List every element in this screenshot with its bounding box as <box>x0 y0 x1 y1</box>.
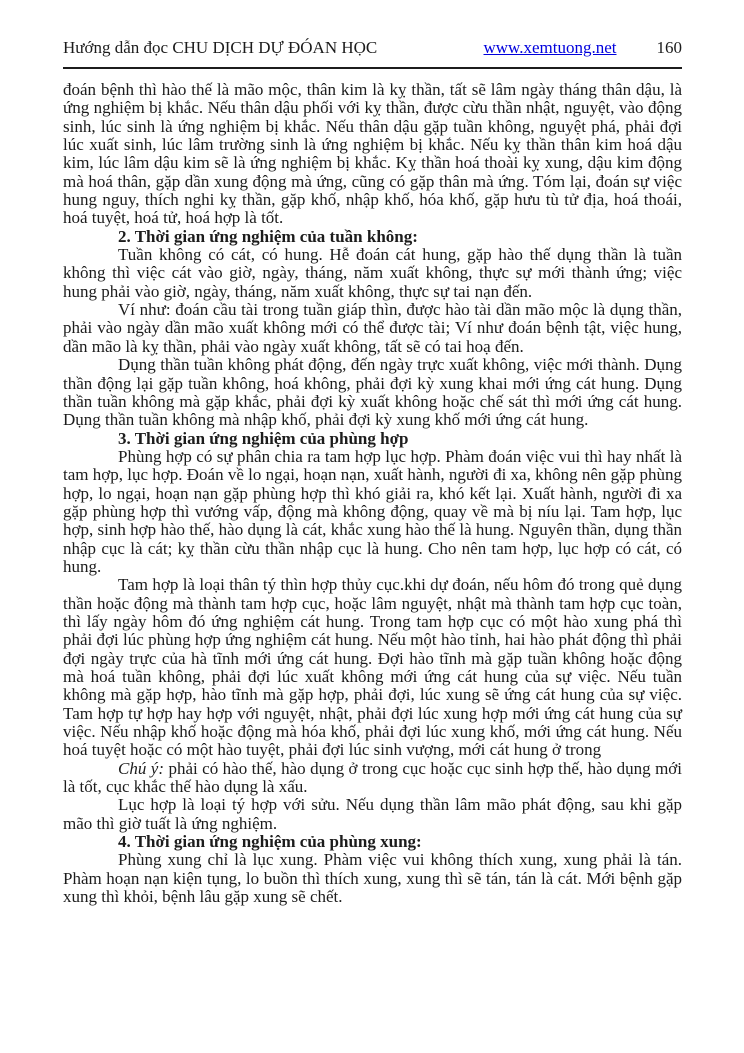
paragraph: Phùng xung chỉ là lục xung. Phàm việc vui không thích xung, xung phải là tán. Phàm hoạn nạn kiện tụng, lo buồn thì thích xung, xung thì sẽ tán, tán là cát. Mới bệnh gặp xung thì khỏi, bệnh lâu gặp xung sẽ chết. <box>63 850 682 907</box>
paragraph: Ví như: đoán cầu tài trong tuần giáp thìn, được hào tài dần mão mộc là dụng thần, phải vào ngày dần mão xuất không mới có thể được tài; Ví như đoán bệnh tật, việc hung, dần mão là kỵ thần, phải vào ngày xuất không, tất sẽ có tai hoạ đến. <box>63 300 682 356</box>
page-number: 160 <box>656 38 682 57</box>
section-heading: 2. Thời gian ứng nghiệm của tuần không: <box>118 226 418 246</box>
note-lead: Chú ý: <box>118 758 169 778</box>
page-header <box>63 38 682 58</box>
section-heading: 4. Thời gian ứng nghiệm của phùng xung: <box>118 832 422 852</box>
document-body <box>63 81 682 906</box>
header-link[interactable]: www.xemtuong.net <box>483 38 617 57</box>
paragraph: Tuần không có cát, có hung. Hễ đoán cát hung, gặp hào thế dụng thần là tuần không thì việc cát vào giờ, ngày, tháng, năm xuất không, thực sự mới thành ứng; việc hung phải vào giờ, ngày, tháng, năm xuất không, thực sự tai nạn đến. <box>63 245 682 301</box>
header-title: Hướng dẫn đọc CHU DỊCH DỰ ĐÓAN HỌC <box>63 38 378 57</box>
paragraph: Tam hợp là loại thân tý thìn hợp thủy cục.khi dự đoán, nếu hôm đó trong quẻ dụng thần hoặc động mà thành tam hợp cục, hoặc lâm nguyệt, nhật mà thành tam hợp cục toàn, thì lấy ngày hôm đó ứng nghiệm cát hung. Trong tam hợp cục có một hào xung phá thì phải đợi lúc phùng hợp ứng nghiệm cát hung. Nếu một hào tỉnh, hai hào phát động thì phải đợi ngày trực của hà tĩnh mới ứng cát hung. Đợi hào tĩnh mà gặp tuần không hoặc động mà hoá tuần không, phải đợi lúc xuất không mới ứng cát hung của sự việc. Nếu tuần không mà gặp hợp, hào tĩnh mà gặp hợp, phải đợi, lúc xung sẽ ứng cát hung của sự việc. Tam hợp tự hợp hay hợp với nguyệt, nhật, phải đợi lúc xung hợp mới ứng cát hung của sự việc. Nếu nhập khố hoặc động mà hóa khố, phải đợi lúc xung khố, mới ứng cát hung. Nếu hoá tuyệt hoặc có một hào tuyệt, phải đợi lúc sinh vượng, mới cát hung ở trong <box>63 575 682 760</box>
paragraph: Dụng thần tuần không phát động, đến ngày trực xuất không, việc mới thành. Dụng thần động lại gặp tuần không, hoá không, phải đợi kỳ xung khai mới ứng cát hung. Dụng thần tuần không mà gặp khắc, phải đợi kỳ xuất không hoặc chế sát thì mới ứng cát hung. Dụng thần tuần không mà nhập khố, phải đợi kỳ xung khố mới ứng cát hung. <box>63 355 682 430</box>
paragraph: đoán bệnh thì hào thế là mão mộc, thân kim là kỵ thần, tất sẽ lâm ngày tháng thân dậu, là ứng nghiệm bị khắc. Nếu thân dậu phối với kỵ thần, được cừu thần nhật, nguyệt, vào động sinh, lúc sinh là ứng nghiệm bị khắc. Nếu thân dậu gặp tuần không, nguyệt phá, phải đợi lúc xuất sinh, lúc lâm trường sinh là ứng nghiệm bị khắc. Nếu kỵ thần thân kim hoá dậu kim, lúc lâm dậu kim sẽ là ứng nghiệm bị khắc. Kỵ thần hoá thoài kỵ xung, dậu kim động mà hoá thân, gặp dần xung động mà ứng, cũng có gặp thân mà ứng. Tóm lại, đoán sự việc hung nguy, thích nghi kỵ thần, gặp khố, nhập khố, hóa khố, gặp hưu tù tử địa, hoá thoái, hoá tuyệt, hoá tử, hoá hợp là tốt. <box>63 80 682 228</box>
header-divider <box>63 67 682 69</box>
paragraph: Chú ý: phải có hào thế, hào dụng ở trong cục hoặc cục sinh hợp thế, hào dụng mới là tốt, cục khắc thế hào dụng là xấu. <box>63 758 683 797</box>
paragraph: Lục hợp là loại tý hợp với sửu. Nếu dụng thần lâm mão phát động, sau khi gặp mão thì giờ tuất là ứng nghiệm. <box>63 795 682 833</box>
paragraph: Phùng hợp có sự phân chia ra tam hợp lục hợp. Phàm đoán việc vui thì hay nhất là tam hợp, lục hợp. Đoán về lo ngại, hoạn nạn, xuất hành, người đi xa, không nên gặp phùng hợp, lo ngại, hoạn nạn gặp phùng hợp thì khó giải ra, khó kết lại. Xuất hành, người đi xa gặp phùng hợp thì vướng vấp, động mà không động, quay về mà bị níu lại. Tam hợp, lục hợp, sinh hợp hào thế, hào dụng là cát, khắc xung hào thế là hung. Nguyên thần, dụng thần nhập cục là cát; kỵ thần cừu thần nhập cục là hung. Cho nên tam hợp, lục hợp có cát, có hung. <box>63 446 682 576</box>
section-heading: 3. Thời gian ứng nghiệm của phùng hợp <box>118 428 409 448</box>
